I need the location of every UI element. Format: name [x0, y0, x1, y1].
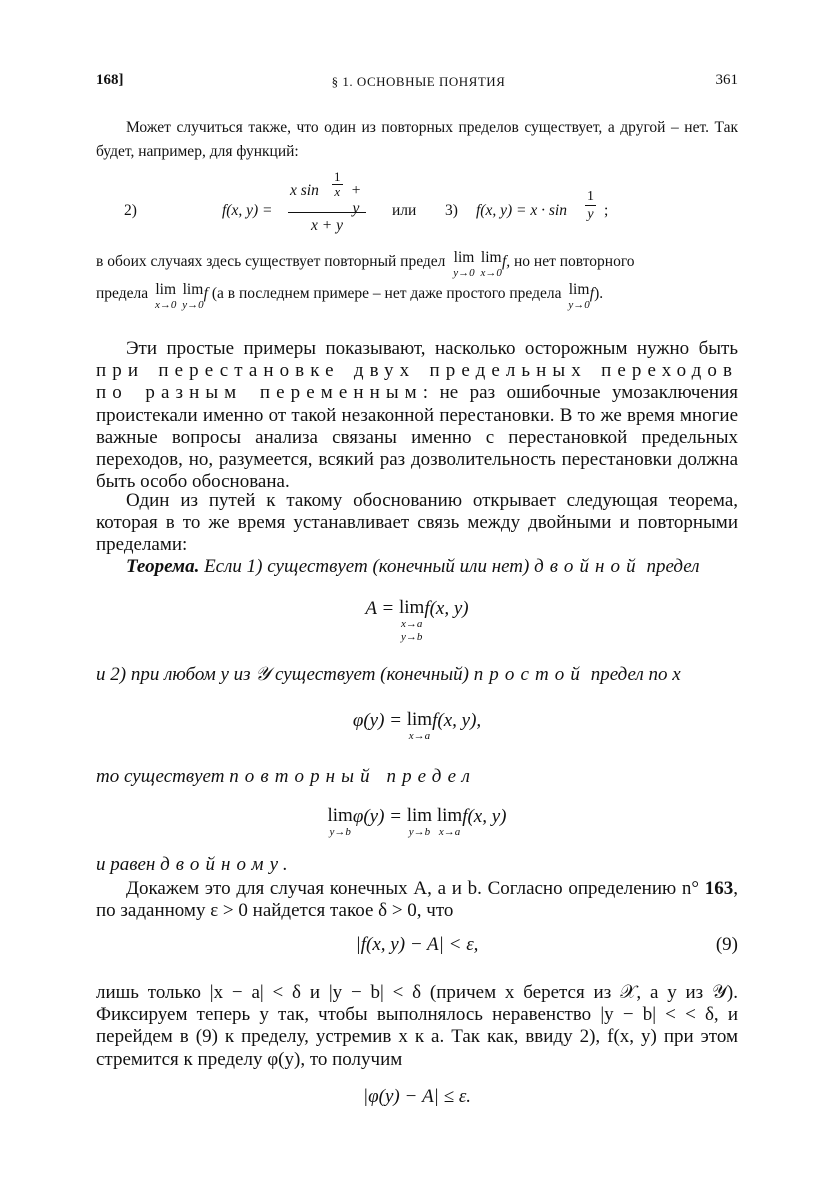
page-number: 361 [715, 72, 738, 88]
proof-text-1: Докажем это для случая конечных A, a и b. Согласно определению n° [126, 878, 700, 899]
equation-9-number: (9) [715, 934, 738, 955]
lim-xa-2: lim x→a [436, 805, 463, 838]
lim-xa-yb: lim x→a y→b [398, 597, 425, 643]
after-examples-l2-mid: (а в последнем примере – нет даже простого предела [211, 285, 562, 302]
lim-y0-b: lim y→0 [182, 281, 204, 311]
proof-paragraph-2: лишь только |x − a| < δ и |y − b| < δ (причем x берется из 𝒳, а y из 𝒴). Фиксируем теперь y так, чтобы выполнялось неравенство |y − b| < < δ, и перейдем в (9) к пределу, устремив x к a. Так как, ввиду 2), f(x, y) при этом стремится к пределу φ(y), то получим [96, 982, 738, 1070]
proof-reference: 163 [704, 878, 734, 899]
example-3-frac-den: y [587, 207, 594, 222]
example-3-fraction [585, 188, 596, 223]
lim-yb-1: lim y→b [327, 805, 353, 838]
lim-x0: lim x→0 [480, 249, 502, 279]
proof-paragraph-1 [96, 878, 738, 922]
example-2-num-left: x sin [290, 182, 319, 199]
example-2-num-right: + y [350, 182, 362, 217]
rep-f: f(x, y) [462, 806, 507, 827]
phi-left: φ(y) = [352, 710, 402, 731]
condition-2-text-1: и 2) при любом y из 𝒴 существует (конечный) [96, 664, 469, 685]
theorem-conclusion [96, 766, 738, 788]
paragraph-1-start: Эти простые примеры показывают, насколько осторожным нужно быть [126, 338, 738, 359]
lim-f-1: f, [501, 253, 511, 270]
theorem-text-1: Если 1) существует (конечный или нет) [204, 556, 530, 577]
formula-fxy: f(x, y) [424, 598, 469, 619]
example-2-lhs: f(x, y) = [222, 202, 273, 219]
section-number: 168] [96, 72, 124, 88]
intro-paragraph: Может случиться также, что один из повторных пределов существует, а другой – нет. Так будет, например, для функций: [96, 119, 738, 160]
paragraph-2: Один из путей к такому обоснованию открывает следующая теорема, которая в то же время устанавливает связь между двойными и повторными пределами: [96, 490, 738, 556]
formula-A: A = [365, 598, 395, 619]
conclusion-spaced: повторный предел [229, 766, 477, 787]
equation-9: |f(x, y) − A| < ε, [355, 934, 479, 955]
rep-phi: φ(y) = [352, 806, 402, 827]
final-inequality: |φ(y) − A| ≤ ε. [362, 1086, 472, 1107]
examples-formula [0, 168, 837, 240]
theorem-spaced-1: двойной [534, 556, 642, 577]
example-3-semicolon: ; [604, 202, 609, 219]
repeated-limit-formula [96, 806, 738, 838]
double-limit-formula [96, 598, 738, 643]
proof-text-2: , по заданному ε > 0 найдется такое δ > 0, что [96, 878, 738, 922]
phi-right: f(x, y), [432, 710, 482, 731]
example-3-label: 3) [445, 202, 458, 219]
after-examples-tail: но нет повторного [514, 253, 635, 270]
theorem-title: Теорема. [126, 556, 200, 577]
paragraph-1-spaced: при перестановке двух предельных переходов по разным переменным [96, 360, 738, 404]
paragraph-1 [96, 338, 738, 493]
example-3-frac-num: 1 [587, 189, 594, 204]
example-2-fraction [288, 168, 366, 235]
lim-yb-2: lim y→b [406, 805, 433, 838]
lim-f-3: f [589, 285, 595, 302]
example-2-den: x + y [311, 217, 343, 234]
condition-2-text-2: предел по x [590, 664, 681, 685]
condition-2-spaced: простой [473, 664, 586, 685]
after-examples-l2-end: ). [594, 285, 604, 302]
theorem-equals-double [96, 854, 738, 876]
lim-y0-c: lim y→0 [568, 281, 590, 311]
example-2-label: 2) [124, 202, 137, 219]
or-word: или [392, 202, 417, 219]
inner-frac-den: x [334, 184, 341, 199]
example-3-lhs: f(x, y) = x · sin [476, 202, 567, 219]
lim-x0-b: lim x→0 [154, 281, 177, 311]
phi-formula [96, 710, 738, 742]
equals-spaced: двойному. [160, 854, 294, 875]
paragraph-1-end: : не раз ошибочные умозаключения проистекали именно от такой незаконной перестановки. В то же время многие важные вопросы анализа связаны именно с перестановкой предельных переходов, но, разумеется, всякий раз дозволительность перестановки должна быть особо обоснована. [96, 382, 738, 493]
theorem-condition-2 [96, 664, 738, 686]
lim-y0: lim y→0 [453, 249, 475, 279]
after-examples-l2-start: предела [96, 285, 149, 302]
inner-frac-num: 1 [334, 169, 341, 184]
after-examples-text: в обоих случаях здесь существует повторный предел [96, 253, 446, 270]
after-examples-line-2 [96, 282, 738, 311]
theorem-text-2: предел [646, 556, 700, 577]
running-title: § 1. ОСНОВНЫЕ ПОНЯТИЯ [331, 74, 506, 89]
after-examples-line-1 [96, 250, 738, 279]
lim-f-2: f [203, 285, 208, 302]
theorem-statement [96, 556, 738, 578]
equals-text: и равен [96, 854, 156, 875]
lim-xa: lim x→a [406, 709, 433, 742]
conclusion-text: то существует [96, 766, 225, 787]
